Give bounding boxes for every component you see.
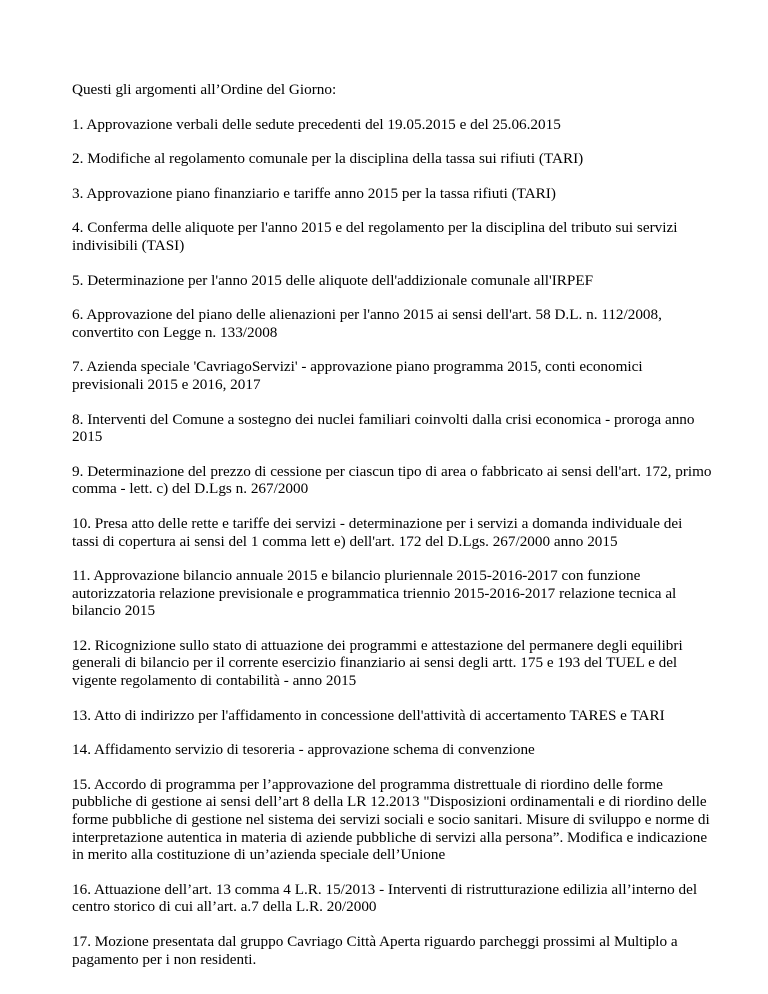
agenda-item-7: 7. Azienda speciale 'CavriagoServizi' - approvazione piano programma 2015, conti economici previsionali 2015 e 2016, 2017 [72, 358, 643, 393]
agenda-item-8: 8. Interventi del Comune a sostegno dei nuclei familiari coinvolti dalla crisi economica - proroga anno 2015 [72, 410, 695, 446]
agenda-item-6: 6. Approvazione del piano delle alienazioni per l'anno 2015 ai sensi dell'art. 58 D.L. n. 112/2008, convertito con Legge n. 133/2008 [72, 306, 662, 341]
agenda-item-10: 10. Presa atto delle rette e tariffe dei servizi - determinazione per i servizi a domanda individuale dei tassi di copertura ai sensi del 1 comma lett e) dell'art. 172 del D.Lgs. 267/2000 anno 2015 [72, 514, 683, 550]
agenda-item-3: 3. Approvazione piano finanziario e tariffe anno 2015 per la tassa rifiuti (TARI) [72, 184, 556, 202]
agenda-item-17: 17. Mozione presentata dal gruppo Cavriago Città Aperta riguardo parcheggi prossimi al Multiplo a pagamento per i non residenti. [72, 933, 678, 968]
document-page [72, 81, 712, 985]
agenda-item-4: 4. Conferma delle aliquote per l'anno 2015 e del regolamento per la disciplina del tributo sui servizi indivisibili (TASI) [72, 219, 678, 254]
agenda-item-9: 9. Determinazione del prezzo di cessione per ciascun tipo di area o fabbricato ai sensi dell'art. 172, primo comma - lett. c) del D.Lgs n. 267/2000 [72, 462, 712, 498]
agenda-item-5: 5. Determinazione per l'anno 2015 delle aliquote dell'addizionale comunale all'IRPEF [72, 271, 594, 289]
agenda-item-11: 11. Approvazione bilancio annuale 2015 e bilancio pluriennale 2015-2016-2017 con funzione autorizzatoria relazione previsionale e programmatica triennio 2015-2016-2017 relazione tecnica al bilancio 2015 [72, 567, 677, 620]
agenda-list [72, 116, 712, 969]
agenda-item-12: 12. Ricognizione sullo stato di attuazione dei programmi e attestazione del permanere degli equilibri generali di bilancio per il corrente esercizio finanziario ai sensi degli artt. 175 e 193 del TUEL e del vigente regolamento di contabilità - anno 2015 [72, 636, 683, 690]
agenda-item-13: 13. Atto di indirizzo per l'affidamento in concessione dell'attività di accertamento TARES e TARI [72, 706, 665, 724]
agenda-item-15: 15. Accordo di programma per l’approvazione del programma distrettuale di riordino delle forme pubbliche di gestione ai sensi dell’art 8 della LR 12.2013 "Disposizioni ordinamentali e di riordino delle forme pubbliche di gestione nel sistema dei servizi sociali e socio sanitari. Misure di sviluppo e norme di interpretazione autentica in materia di aziende pubbliche di servizi alla persona”. Modifica e indicazione in merito alla costituzione di un’azienda speciale dell’Unione [72, 775, 710, 864]
agenda-intro: Questi gli argomenti all’Ordine del Giorno: [72, 81, 337, 98]
agenda-item-2: 2. Modifiche al regolamento comunale per la disciplina della tassa sui rifiuti (TARI) [72, 150, 584, 168]
agenda-item-16: 16. Attuazione dell’art. 13 comma 4 L.R. 15/2013 - Interventi di ristrutturazione edilizia all’interno del centro storico di cui all’art. a.7 della L.R. 20/2000 [72, 880, 698, 916]
agenda-item-14: 14. Affidamento servizio di tesoreria - approvazione schema di convenzione [72, 741, 535, 759]
agenda-item-1: 1. Approvazione verbali delle sedute precedenti del 19.05.2015 e del 25.06.2015 [72, 115, 561, 133]
